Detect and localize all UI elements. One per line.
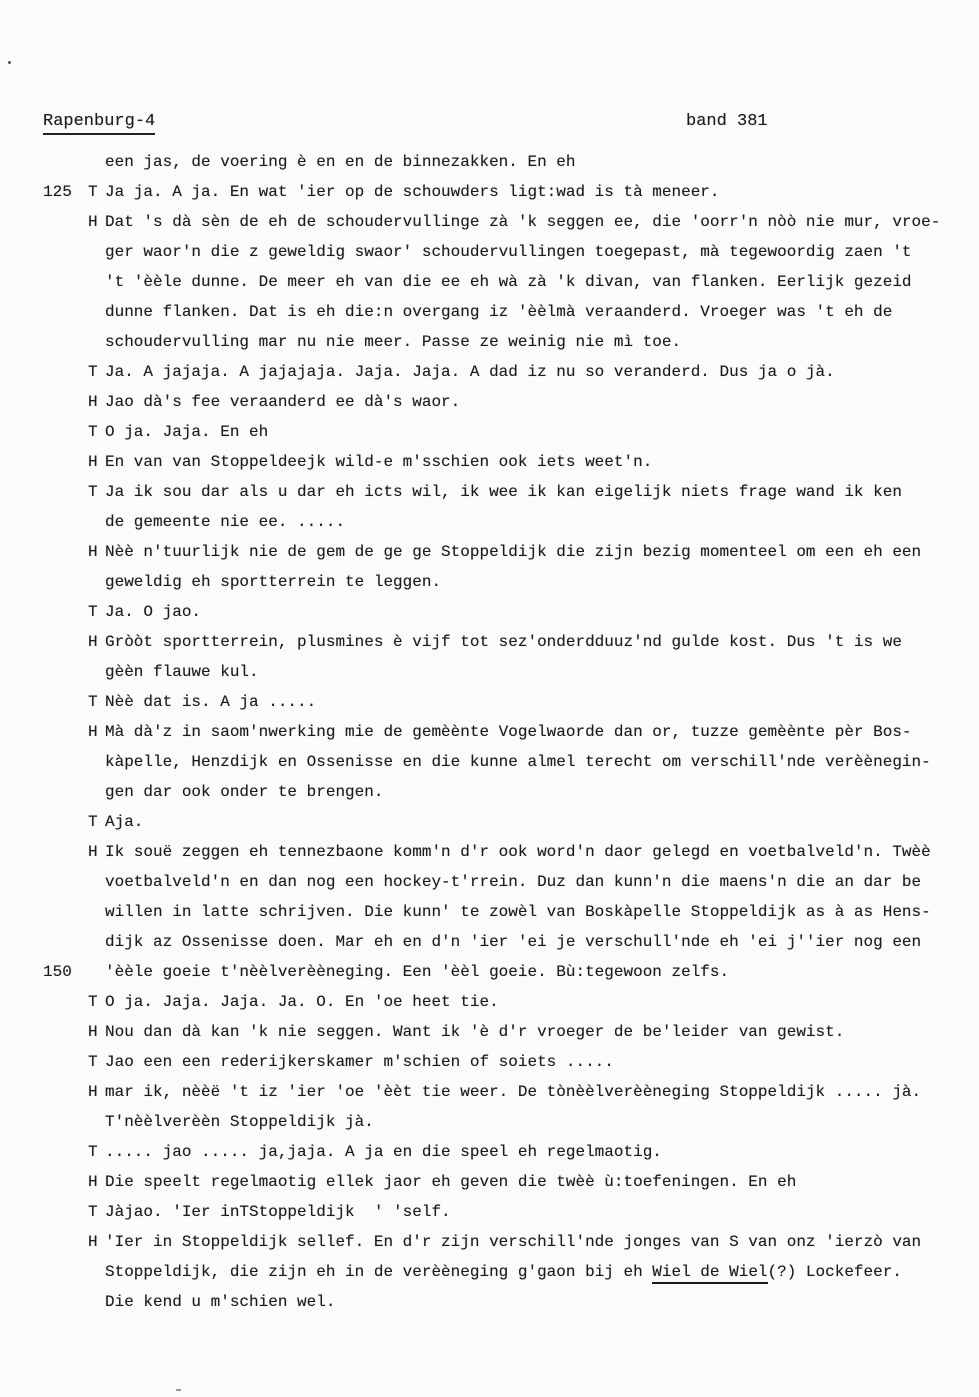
transcript-line	[43, 687, 979, 717]
line-text: willen in latte schrijven. Die kunn' te zowèl van Boskàpelle Stoppeldijk as à as Hens-	[105, 903, 931, 921]
transcript-line	[43, 417, 979, 447]
line-text: ..... jao ..... ja,jaja. A ja en die speel eh regelmaotig.	[105, 1143, 662, 1161]
line-text: Ja ik sou dar als u dar eh icts wil, ik wee ik kan eigelijk niets frage wand ik ken	[105, 483, 902, 501]
transcript-line-continuation	[43, 297, 979, 327]
transcript-line	[43, 357, 979, 387]
line-text: kàpelle, Henzdijk en Ossenisse en die kunne almel terecht om verschill'nde verèènegin-	[105, 753, 931, 771]
line-text: dunne flanken. Dat is eh die:n overgang iz 'èèlmà veraanderd. Vroeger was 't eh de	[105, 303, 893, 321]
transcript-line	[43, 1137, 979, 1167]
transcript-line	[43, 207, 979, 237]
speaker-label: T	[88, 1143, 98, 1161]
transcript-line	[43, 387, 979, 417]
line-text: Die kend u m'schien wel.	[105, 1293, 336, 1311]
line-number: 125	[43, 183, 72, 201]
line-text: de gemeente nie ee. .....	[105, 513, 346, 531]
speaker-label: H	[88, 1083, 98, 1101]
transcript-line-continuation	[43, 327, 979, 357]
speaker-label: T	[88, 603, 98, 621]
transcript-line	[43, 537, 979, 567]
transcript-line	[43, 1227, 979, 1257]
transcript-line-continuation	[43, 567, 979, 597]
line-text: Nèè n'tuurlijk nie de gem de ge ge Stoppeldijk die zijn bezig momenteel om een eh een	[105, 543, 922, 561]
line-text: een jas, de voering è en en de binnezakken. En eh	[105, 153, 576, 171]
speaker-label: H	[88, 1233, 98, 1251]
line-text: Die speelt regelmaotig ellek jaor eh geven die twèè ù:toefeningen. En eh	[105, 1173, 797, 1191]
transcript-line	[43, 1197, 979, 1227]
transcript-line-continuation	[43, 1287, 979, 1317]
line-text: geweldig eh sportterrein te leggen.	[105, 573, 442, 591]
transcript-line	[43, 597, 979, 627]
transcript-line	[43, 447, 979, 477]
transcript-line-continuation	[43, 237, 979, 267]
page-header	[0, 112, 979, 138]
line-text: Mà dà'z in saom'nwerking mie de gemèènte Vogelwaorde dan or, tuzze gemèènte pèr Bos-	[105, 723, 912, 741]
transcript-line-continuation	[43, 747, 979, 777]
line-text: Jàjao. 'Ier inTStoppeldijk ' 'self.	[105, 1203, 451, 1221]
transcript-line-continuation	[43, 867, 979, 897]
line-text: Aja.	[105, 813, 144, 831]
transcript-line-continuation	[43, 1107, 979, 1137]
document-title: Rapenburg-4	[43, 112, 155, 135]
speaker-label: H	[88, 213, 98, 231]
band-number-label: band 381	[686, 112, 768, 131]
transcript-line	[43, 837, 979, 867]
transcript-line	[43, 807, 979, 837]
speaker-label: T	[88, 693, 98, 711]
line-text: T'nèèlverèèn Stoppeldijk jà.	[105, 1113, 374, 1131]
transcript-line-continuation	[43, 897, 979, 927]
line-text: Ja. O jao.	[105, 603, 202, 621]
line-text: Dat 's dà sèn de eh de schoudervullinge zà 'k seggen ee, die 'oorr'n nòò nie mur, vroe-	[105, 213, 941, 231]
transcript-line-continuation	[43, 507, 979, 537]
transcript-line-continuation	[43, 267, 979, 297]
speaker-label: T	[88, 1053, 98, 1071]
speaker-label: T	[88, 1203, 98, 1221]
line-text: schoudervulling mar nu nie meer. Passe ze weinig nie mì toe.	[105, 333, 682, 351]
speaker-label: H	[88, 843, 98, 861]
line-text: voetbalveld'n en dan nog een hockey-t'rrein. Duz dan kunn'n die maens'n die an dar be	[105, 873, 922, 891]
transcript-lines	[0, 147, 979, 1317]
line-text: gen dar ook onder te brengen.	[105, 783, 384, 801]
transcript-line	[43, 717, 979, 747]
line-text: ger waor'n die z geweldig swaor' schoudervullingen toegepast, mà tegewoordig zaen 't	[105, 243, 912, 261]
transcript-line	[43, 1047, 979, 1077]
transcript-line	[43, 987, 979, 1017]
transcript-line	[43, 1077, 979, 1107]
line-text: Ja. A jajaja. A jajajaja. Jaja. Jaja. A dad iz nu so veranderd. Dus ja o jà.	[105, 363, 835, 381]
line-text: 'Ier in Stoppeldijk sellef. En d'r zijn verschill'nde jonges van S van onz 'ierzò van	[105, 1233, 922, 1251]
line-text: 't 'èèle dunne. De meer eh van die ee eh wà zà 'k divan, van flanken. Eerlijk gezeid	[105, 273, 912, 291]
transcript-line	[43, 177, 979, 207]
speaker-label: T	[88, 993, 98, 1011]
line-text: Ja ja. A ja. En wat 'ier op de schouwders ligt:wad is tà meneer.	[105, 183, 720, 201]
line-text: O ja. Jaja. En eh	[105, 423, 269, 441]
speaker-label: H	[88, 1023, 98, 1041]
speaker-label: H	[88, 543, 98, 561]
line-number: 150	[43, 963, 72, 981]
line-text: Nèè dat is. A ja .....	[105, 693, 317, 711]
transcript-line	[43, 477, 979, 507]
line-text: En van van Stoppeldeejk wild-e m'sschien ook iets weet'n.	[105, 453, 653, 471]
speaker-label: T	[88, 483, 98, 501]
transcript-line-continuation	[43, 777, 979, 807]
scan-speck	[176, 1389, 181, 1391]
transcript-line-continuation	[43, 927, 979, 957]
speaker-label: T	[88, 363, 98, 381]
line-text: Jao een een rederijkerskamer m'schien of soiets .....	[105, 1053, 614, 1071]
line-text: Stoppeldijk, die zijn eh in de verèèneging g'gaon bij eh Wiel de Wiel(?) Lockefeer.	[105, 1263, 979, 1281]
line-text: Jao dà's fee veraanderd ee dà's waor.	[105, 393, 461, 411]
transcript-line-continuation	[43, 147, 979, 177]
speaker-label: H	[88, 723, 98, 741]
line-text: Gròòt sportterrein, plusmines è vijf tot sez'onderdduuz'nd gulde kost. Dus 't is we	[105, 633, 902, 651]
speaker-label: T	[88, 423, 98, 441]
transcript-line	[43, 627, 979, 657]
line-text: mar ik, nèèë 't iz 'ier 'oe 'èèt tie weer. De tònèèlverèèneging Stoppeldijk ..... jà.	[105, 1083, 922, 1101]
underlined-name: Wiel de Wiel	[652, 1263, 767, 1284]
speaker-label: H	[88, 1173, 98, 1191]
line-text: gèèn flauwe kul.	[105, 663, 259, 681]
speaker-label: T	[88, 183, 98, 201]
line-text: Nou dan dà kan 'k nie seggen. Want ik 'è d'r vroeger de be'leider van gewist.	[105, 1023, 845, 1041]
line-text: dijk az Ossenisse doen. Mar eh en d'n 'ier 'ei je verschull'nde eh 'ei j''ier nog een	[105, 933, 922, 951]
line-text: Ik souë zeggen eh tennezbaone komm'n d'r ook word'n daor gelegd en voetbalveld'n. Twèè	[105, 843, 931, 861]
transcript-line	[43, 1017, 979, 1047]
line-text: 'èèle goeie t'nèèlverèèneging. Een 'èèl goeie. Bù:tegewoon zelfs.	[105, 963, 730, 981]
speaker-label: T	[88, 813, 98, 831]
speaker-label: H	[88, 393, 98, 411]
transcript-line-continuation	[43, 657, 979, 687]
line-text: O ja. Jaja. Jaja. Ja. O. En 'oe heet tie.	[105, 993, 499, 1011]
transcript-line	[43, 1167, 979, 1197]
transcript-line-continuation	[43, 1257, 979, 1287]
speaker-label: H	[88, 633, 98, 651]
scan-speck	[8, 61, 11, 64]
transcript-line-continuation	[43, 957, 979, 987]
speaker-label: H	[88, 453, 98, 471]
